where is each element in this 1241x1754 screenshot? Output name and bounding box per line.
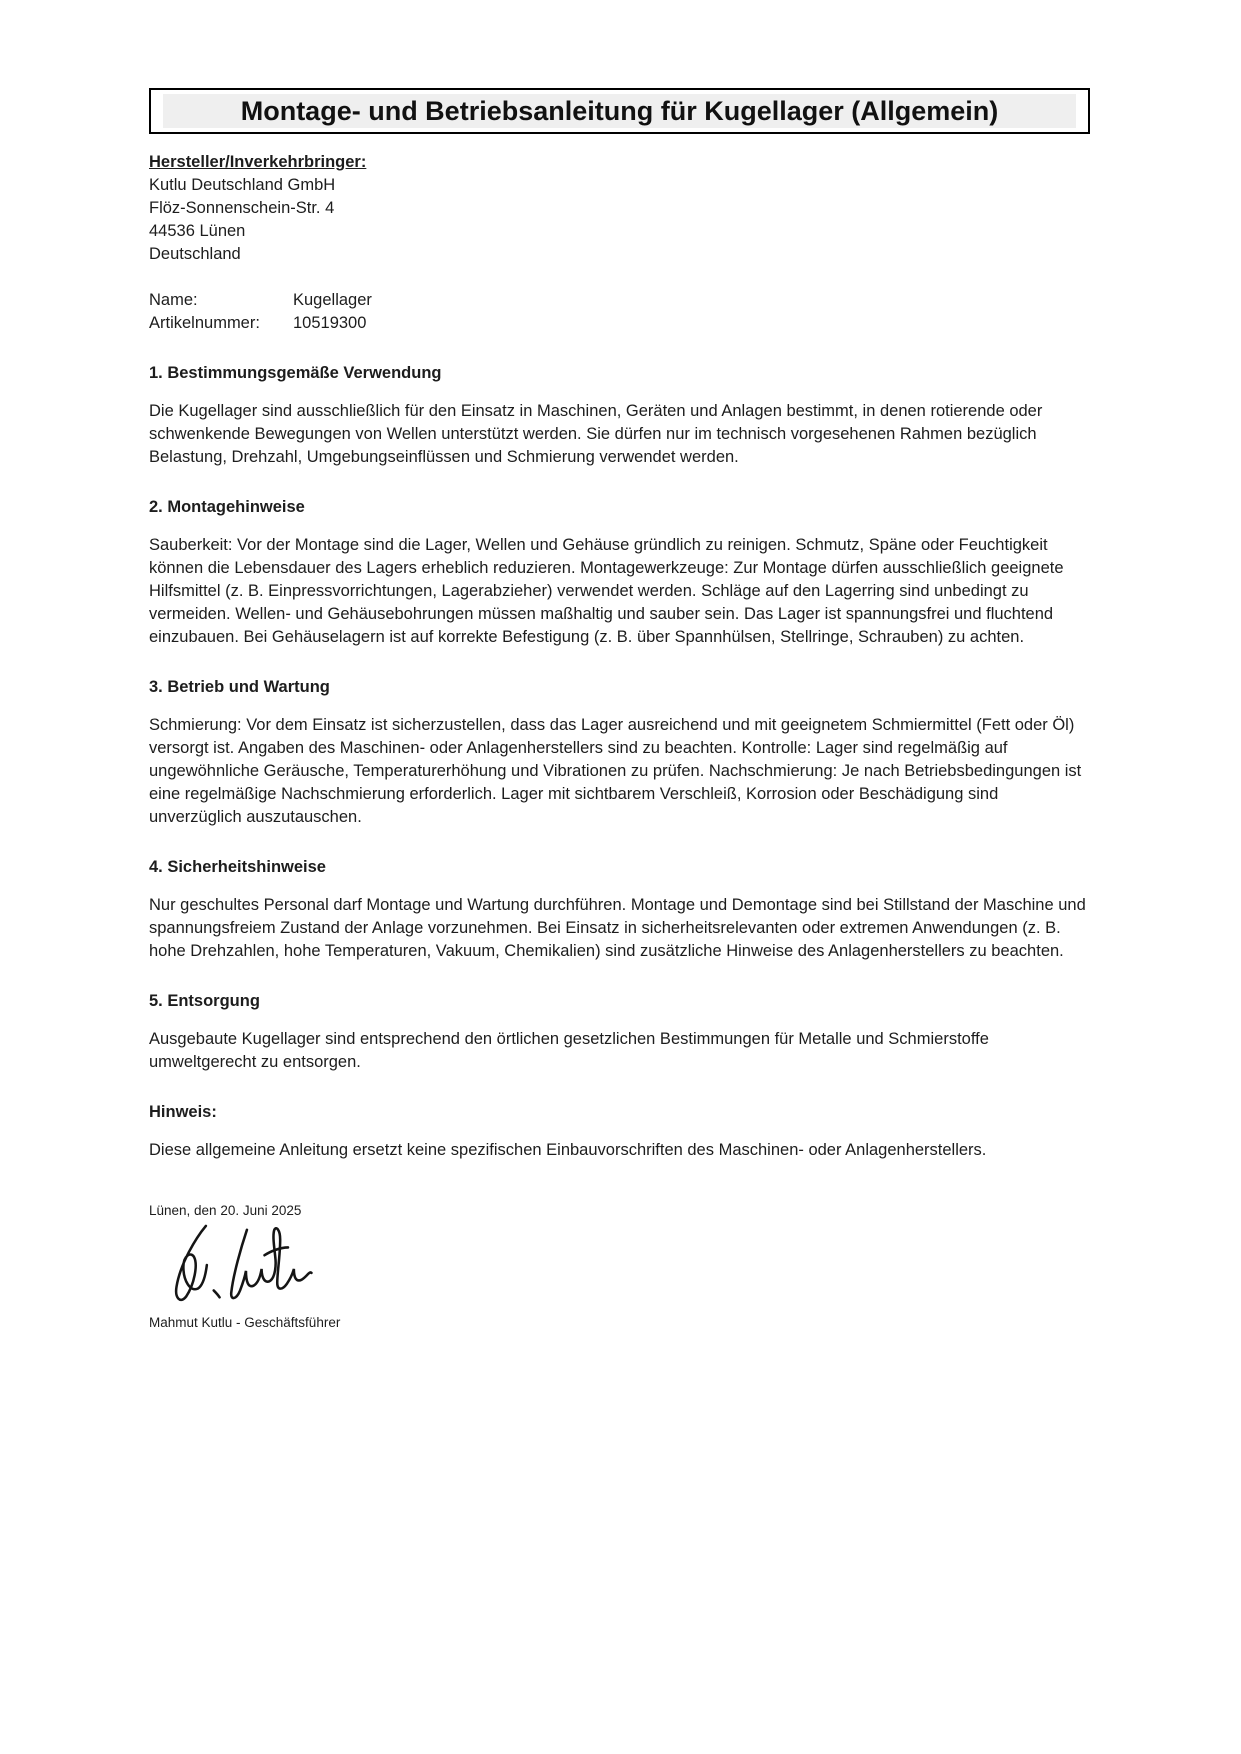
product-name-label: Name:	[149, 291, 198, 309]
section-intended-use	[149, 361, 1090, 469]
manufacturer-city: 44536 Lünen	[149, 222, 246, 240]
section-operation-maintenance	[149, 675, 1090, 829]
section-body: Diese allgemeine Anleitung ersetzt keine spezifischen Einbauvorschriften des Maschinen- oder Anlagenherstellers.	[149, 1141, 987, 1159]
signatory-name: Mahmut Kutlu - Geschäftsführer	[149, 1315, 341, 1330]
page-title: Montage- und Betriebsanleitung für Kugellager (Allgemein)	[163, 94, 1076, 128]
product-article-row	[149, 312, 1090, 335]
manufacturer-street: Flöz-Sonnenschein-Str. 4	[149, 199, 335, 217]
section-heading: 4. Sicherheitshinweise	[149, 858, 326, 876]
manufacturer-heading: Hersteller/Inverkehrbringer:	[149, 153, 367, 171]
section-disposal	[149, 989, 1090, 1074]
product-article-value: 10519300	[293, 314, 367, 332]
product-info	[149, 289, 1090, 335]
product-name-value: Kugellager	[293, 291, 372, 309]
product-article-label: Artikelnummer:	[149, 314, 260, 332]
section-safety-notes	[149, 855, 1090, 963]
section-body: Sauberkeit: Vor der Montage sind die Lager, Wellen und Gehäuse gründlich zu reinigen. Schmutz, Späne oder Feuchtigkeit können die Lebensdauer des Lagers erheblich reduzieren. Montagewerkzeuge: Zur Montage dürfen ausschließlich geeignete Hilfsmittel (z. B. Einpressvorrichtungen, Lagerabzieher) verwendet werden. Schläge auf den Lagerring sind unbedingt zu vermeiden. Wellen- und Gehäusebohrungen müssen maßhaltig und sauber sein. Das Lager ist spannungsfrei und fluchtend einzubauen. Bei Gehäuselagern ist auf korrekte Befestigung (z. B. über Spannhülsen, Stellringe, Schrauben) zu achten.	[149, 536, 1064, 646]
section-heading: 1. Bestimmungsgemäße Verwendung	[149, 364, 442, 382]
signature-block	[149, 1202, 1090, 1332]
section-body: Die Kugellager sind ausschließlich für den Einsatz in Maschinen, Geräten und Anlagen bestimmt, in denen rotierende oder schwenkende Bewegungen von Wellen unterstützt werden. Sie dürfen nur im technisch vorgesehenen Rahmen bezüglich Belastung, Drehzahl, Umgebungseinflüssen und Schmierung verwendet werden.	[149, 402, 1043, 466]
section-body: Schmierung: Vor dem Einsatz ist sicherzustellen, dass das Lager ausreichend und mit geeignetem Schmiermittel (Fett oder Öl) versorgt ist. Angaben des Maschinen- oder Anlagenherstellers sind zu beachten. Kontrolle: Lager sind regelmäßig auf ungewöhnliche Geräusche, Temperaturerhöhung und Vibrationen zu prüfen. Nachschmierung: Je nach Betriebsbedingungen ist eine regelmäßige Nachschmierung erforderlich. Lager mit sichtbarem Verschleiß, Korrosion oder Beschädigung sind unverzüglich auszutauschen.	[149, 716, 1082, 826]
product-name-row	[149, 289, 1090, 312]
section-mounting-notes	[149, 495, 1090, 649]
manufacturer-country: Deutschland	[149, 245, 241, 263]
section-body: Nur geschultes Personal darf Montage und Wartung durchführen. Montage und Demontage sind bei Stillstand der Maschine und spannungsfreiem Zustand der Anlage vorzunehmen. Bei Einsatz in sicherheitsrelevanten oder extremen Anwendungen (z. B. hohe Drehzahlen, hohe Temperaturen, Vakuum, Chemikalien) sind zusätzliche Hinweise des Anlagenherstellers zu beachten.	[149, 896, 1086, 960]
section-heading: 5. Entsorgung	[149, 992, 260, 1010]
manufacturer-company: Kutlu Deutschland GmbH	[149, 176, 336, 194]
section-body: Ausgebaute Kugellager sind entsprechend den örtlichen gesetzlichen Bestimmungen für Metalle und Schmierstoffe umweltgerecht zu entsorgen.	[149, 1030, 989, 1071]
section-note	[149, 1100, 1090, 1162]
section-heading: 3. Betrieb und Wartung	[149, 678, 330, 696]
place-date: Lünen, den 20. Juni 2025	[149, 1203, 302, 1218]
section-heading: 2. Montagehinweise	[149, 498, 305, 516]
document-title-box	[149, 88, 1090, 134]
section-heading: Hinweis:	[149, 1103, 217, 1121]
handwritten-signature-icon	[169, 1222, 319, 1310]
